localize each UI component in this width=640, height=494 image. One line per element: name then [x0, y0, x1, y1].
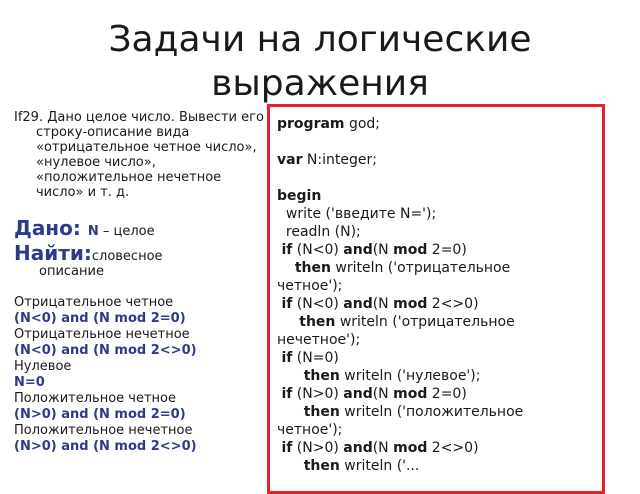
code-line-program — [277, 115, 602, 133]
keyword: mod — [393, 296, 428, 312]
keyword: mod — [393, 440, 428, 456]
given-variable: N — [87, 224, 99, 239]
code-text: (N — [372, 440, 394, 456]
keyword: if — [281, 386, 293, 402]
keyword: begin — [277, 188, 322, 204]
case-label: Нулевое — [14, 359, 72, 374]
title-line-2: выражения — [211, 63, 429, 104]
code-text: N:integer; — [302, 152, 377, 168]
code-text: writeln ('нулевое'); — [339, 368, 481, 384]
keyword: if — [281, 296, 293, 312]
title-line-1: Задачи на логические — [108, 19, 532, 60]
given-label: Дано: — [14, 216, 81, 240]
keyword: and — [343, 386, 373, 402]
pascal-code — [270, 107, 602, 475]
code-line-begin — [277, 187, 602, 205]
code-line-then-3 — [277, 367, 602, 385]
code-text: 2<>0) — [427, 296, 479, 312]
code-text: (N>0) — [292, 386, 344, 402]
keyword: then — [303, 404, 340, 420]
code-line-then-4-cont: четное'); — [277, 422, 343, 438]
code-line-then-2-cont: нечетное'); — [277, 332, 361, 348]
case-condition: (N<0) and (N mod 2<>0) — [14, 343, 197, 358]
case-label: Отрицательное нечетное — [14, 327, 190, 342]
code-line-if-2 — [277, 295, 602, 313]
find-label: Найти: — [14, 241, 92, 265]
find-text-continued: описание — [39, 264, 104, 279]
keyword: if — [281, 242, 293, 258]
blank-line — [277, 133, 602, 151]
code-line-then-1-cont: четное'); — [277, 278, 343, 294]
keyword: program — [277, 116, 345, 132]
keyword: if — [281, 440, 293, 456]
keyword: then — [303, 368, 340, 384]
case-condition: N=0 — [14, 375, 45, 390]
code-line-readln: readln (N); — [277, 224, 361, 240]
case-condition: (N>0) and (N mod 2<>0) — [14, 439, 197, 454]
find-block — [14, 243, 269, 264]
keyword: if — [281, 350, 293, 366]
code-text: writeln ('... — [339, 458, 420, 474]
given-text: – целое — [98, 224, 155, 239]
keyword: var — [277, 152, 303, 168]
code-text: (N>0) — [292, 440, 344, 456]
case-label: Положительное нечетное — [14, 423, 193, 438]
code-line-var — [277, 151, 602, 169]
case-condition: (N>0) and (N mod 2=0) — [14, 407, 186, 422]
code-text: (N=0) — [292, 350, 339, 366]
code-line-write: write ('введите N='); — [277, 206, 437, 222]
keyword: and — [343, 296, 373, 312]
code-text: 2=0) — [427, 242, 467, 258]
case-label: Отрицательное четное — [14, 295, 174, 310]
code-line-then-1 — [277, 259, 602, 277]
code-line-then-4 — [277, 403, 602, 421]
cases-list — [14, 295, 269, 455]
code-text: writeln ('отрицательное — [330, 260, 511, 276]
code-text: writeln ('положительное — [339, 404, 524, 420]
code-text: 2<>0) — [427, 440, 479, 456]
code-text: (N — [372, 296, 394, 312]
slide-title — [0, 18, 640, 106]
keyword: mod — [393, 386, 428, 402]
code-text: (N<0) — [292, 242, 344, 258]
find-text: словесное — [91, 249, 163, 264]
code-text: (N — [372, 242, 394, 258]
code-line-then-2 — [277, 313, 602, 331]
blank-line — [277, 169, 602, 187]
code-text: writeln ('отрицательное — [335, 314, 515, 330]
code-text: (N<0) — [292, 296, 344, 312]
keyword: then — [299, 314, 336, 330]
code-line-if-3 — [277, 349, 602, 367]
given-block — [14, 217, 269, 243]
keyword: then — [294, 260, 331, 276]
code-line-if-5 — [277, 439, 602, 457]
code-line-then-5 — [277, 457, 602, 475]
code-text: 2=0) — [427, 386, 467, 402]
keyword: and — [343, 440, 373, 456]
code-text: god; — [344, 116, 381, 132]
task-statement: If29. Дано целое число. Вывести его строку-описание вида «отрицательное четное число», «нулевое число», «положительное нечетное число» и т. д. — [14, 110, 264, 200]
code-text: (N — [372, 386, 394, 402]
code-line-if-1 — [277, 241, 602, 259]
code-line-if-4 — [277, 385, 602, 403]
code-box — [267, 104, 605, 494]
case-condition: (N<0) and (N mod 2=0) — [14, 311, 186, 326]
case-label: Положительное четное — [14, 391, 176, 406]
problem-panel — [14, 110, 269, 455]
keyword: mod — [393, 242, 428, 258]
keyword: and — [343, 242, 373, 258]
keyword: then — [303, 458, 340, 474]
